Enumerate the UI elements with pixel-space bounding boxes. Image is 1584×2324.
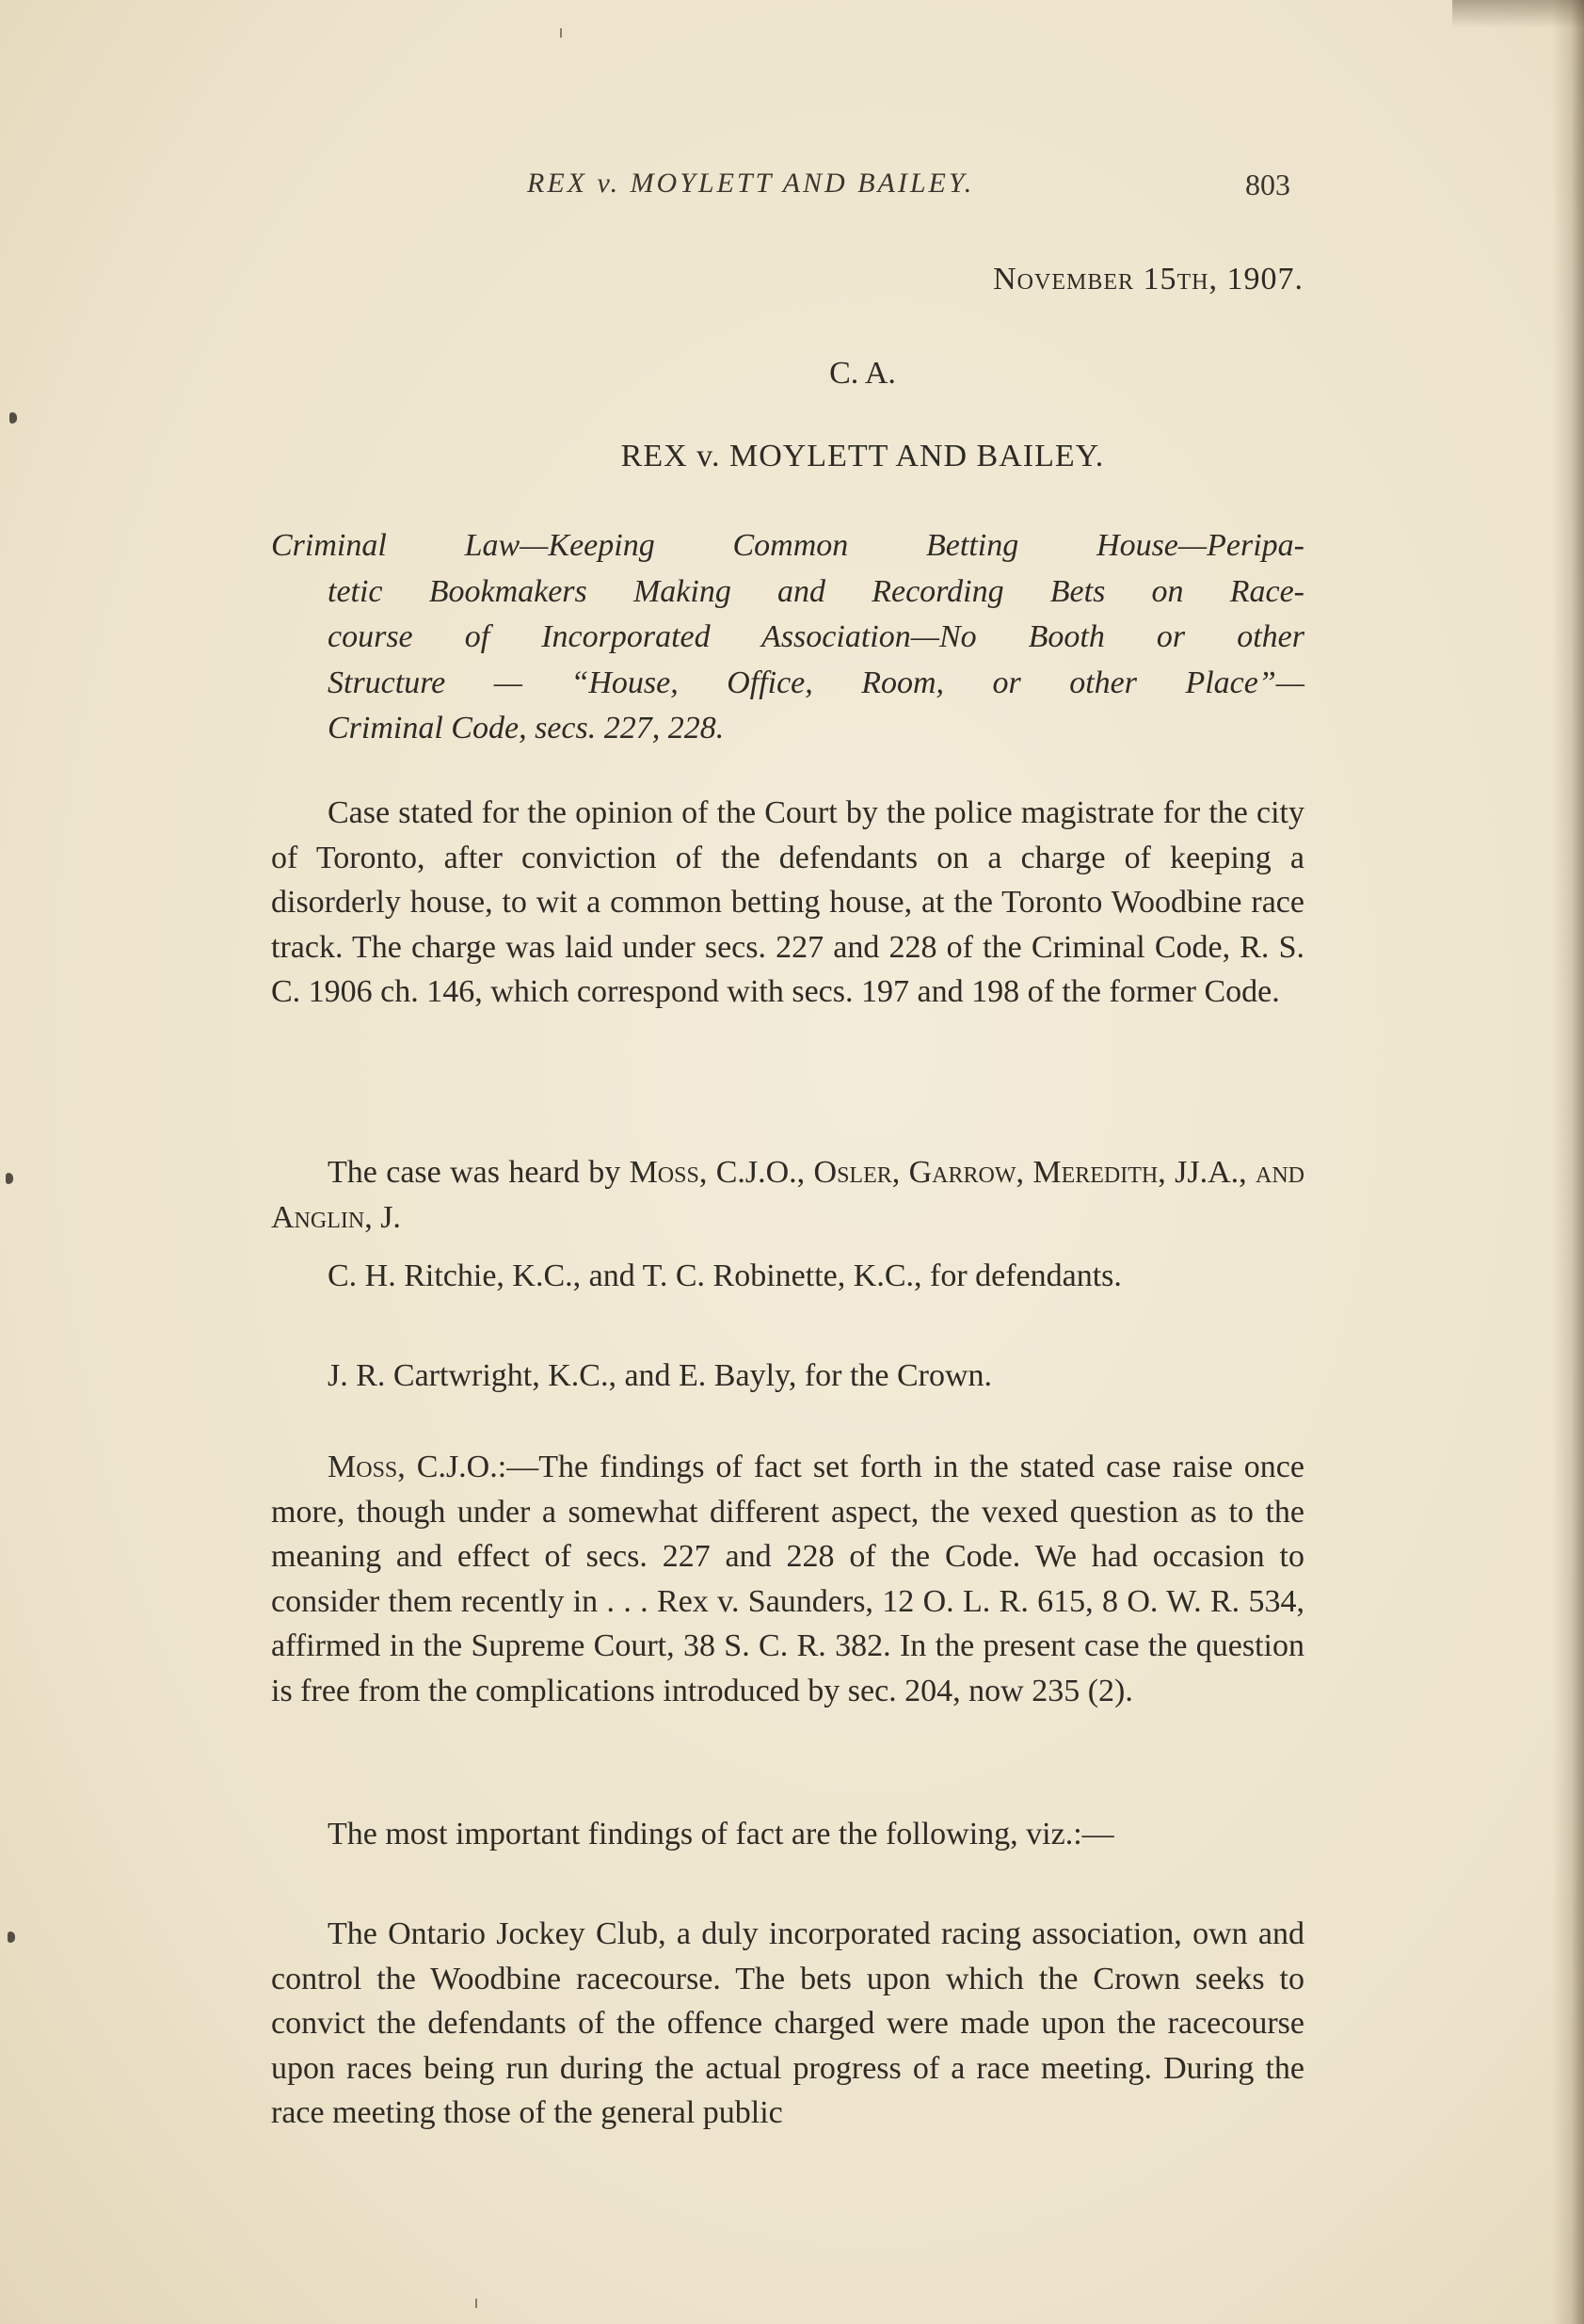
findings-intro-paragraph (271, 1812, 1304, 1857)
heard-by-judges: Moss, C.J.O., Osler, Garrow, Meredith, JJ.A., and Anglin, J. (271, 1155, 1304, 1235)
page-corner-shadow (1452, 0, 1584, 28)
case-title: REX v. MOYLETT AND BAILEY. (620, 439, 1105, 473)
heard-by-text (271, 1150, 1304, 1240)
counsel-crown-text: J. R. Cartwright, K.C., and E. Bayly, for the Crown. (328, 1358, 993, 1393)
judgment-paragraph (271, 1445, 1304, 1713)
headnote-line: Criminal Law—Keeping Common Betting House—Peripa- (271, 528, 1304, 563)
page-speck (475, 2299, 477, 2308)
headnote-line: Structure — “House, Office, Room, or other Place”— (328, 665, 1304, 700)
headnote-line: Criminal Code, secs. 227, 228. (328, 711, 725, 745)
counsel-crown-paragraph (271, 1354, 1304, 1399)
case-stated-paragraph (271, 791, 1304, 1015)
court-designation: C. A. (829, 356, 896, 391)
judgment-text (271, 1445, 1304, 1713)
headnote (271, 523, 1304, 752)
heard-by-prefix: The case was heard by (328, 1155, 630, 1190)
judgment-body: :—The findings of fact set forth in the stated case raise once more, though under a somewhat different aspect, the vexed question as to the meaning and effect of secs. 227 and 228 of the Code. We had occasion to consider them recently in . . . Rex v. Saunders, 12 O. L. R. 615, 8 O. W. R. 534, affirmed in the Supreme Court, 38 S. C. R. 382. In the present case the question is free from the complications introduced by sec. 204, now 235 (2). (271, 1450, 1304, 1708)
judgment-speaker: Moss, C.J.O. (328, 1450, 498, 1484)
headnote-line: course of Incorporated Association—No Booth or other (328, 619, 1304, 654)
counsel-defendants-text: C. H. Ritchie, K.C., and T. C. Robinette, K.C., for defendants. (328, 1258, 1122, 1293)
ojc-text: The Ontario Jockey Club, a duly incorporated racing association, own and control the Woodbine racecourse. The bets upon which the Crown seeks to convict the defendants of the offence charged were made upon the racecourse upon races being run during the actual progress of a race meeting. During the race meeting those of the general public (271, 1916, 1304, 2130)
counsel-defendants-paragraph (271, 1254, 1304, 1299)
margin-mark (9, 412, 17, 424)
heard-by-paragraph (271, 1150, 1304, 1240)
headnote-line: tetic Bookmakers Making and Recording Bets on Race- (328, 573, 1304, 609)
page-number: 803 (1245, 168, 1290, 201)
running-head: REX v. MOYLETT AND BAILEY. (527, 168, 975, 199)
margin-mark (8, 1931, 15, 1943)
case-stated-text: Case stated for the opinion of the Court by the police magistrate for the city of Toronto, after conviction of the defendants on a charge of keeping a disorderly house, to wit a common betting house, at the Toronto Woodbine race track. The charge was laid under secs. 227 and 228 of the Criminal Code, R. S. C. 1906 ch. 146, which correspond with secs. 197 and 198 of the former Code. (271, 795, 1304, 1009)
findings-intro-text: The most important findings of fact are the following, viz.:— (328, 1817, 1114, 1851)
ojc-paragraph (271, 1912, 1304, 2136)
margin-mark (6, 1173, 13, 1184)
page-speck (560, 28, 562, 38)
decision-date: November 15th, 1907. (993, 262, 1304, 297)
page-edge-shadow (1552, 0, 1584, 2324)
